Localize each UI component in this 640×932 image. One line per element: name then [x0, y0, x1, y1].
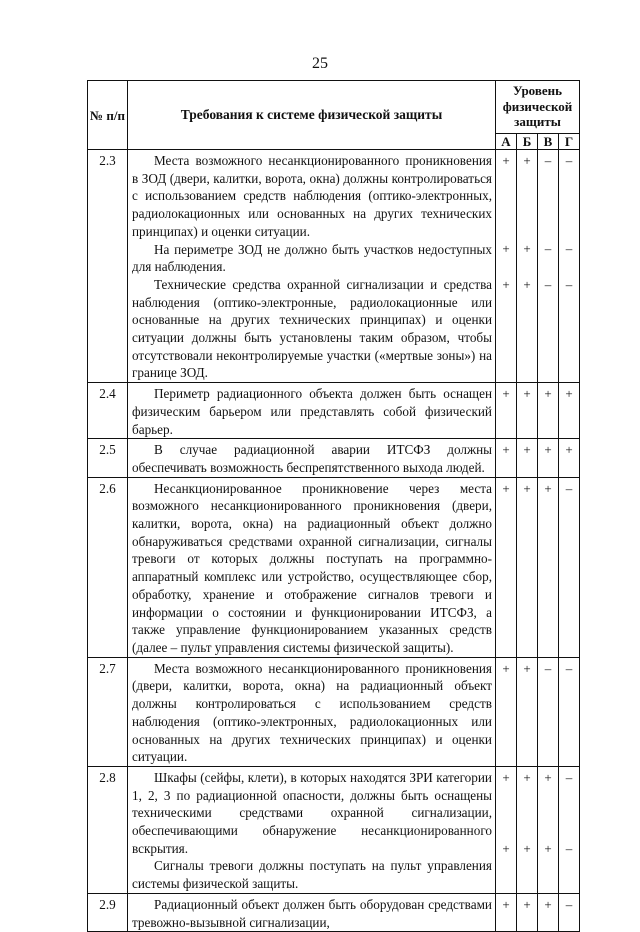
level-mark-g: –	[559, 477, 580, 657]
row-number: 2.4	[88, 383, 128, 439]
table-row	[88, 477, 580, 657]
row-number: 2.9	[88, 893, 128, 931]
requirement-text	[128, 477, 496, 657]
table-row	[88, 766, 580, 893]
header-level-v: В	[538, 134, 559, 150]
row-number: 2.6	[88, 477, 128, 657]
page-number: 25	[312, 55, 328, 72]
requirement-text	[128, 657, 496, 766]
requirement-text	[128, 383, 496, 439]
level-mark-v: – – –	[538, 150, 559, 383]
level-mark-v: +	[538, 477, 559, 657]
requirement-text	[128, 766, 496, 893]
table-row	[88, 150, 580, 383]
row-number: 2.8	[88, 766, 128, 893]
level-mark-v: –	[538, 657, 559, 766]
requirement-text	[128, 893, 496, 931]
row-number: 2.5	[88, 439, 128, 477]
requirements-table	[87, 80, 580, 932]
header-num: № п/п	[88, 81, 128, 150]
table-row	[88, 893, 580, 931]
header-level-title: Уровень физической защиты	[496, 81, 580, 134]
requirement-paragraph: Места возможного несанкционированного проникновения (двери, калитки, ворота, окна) на радиационный объект должны контролироваться с использованием средств наблюдения (оптико-электронных, радиолокационных или основанных на других технических принципах) и оценки ситуации.	[132, 660, 492, 765]
level-mark-g: +	[559, 439, 580, 477]
level-mark-a: +	[496, 439, 517, 477]
table-row	[88, 657, 580, 766]
level-mark-b: +	[517, 439, 538, 477]
level-mark-g: –	[559, 657, 580, 766]
level-mark-b: +	[517, 893, 538, 931]
level-mark-b: +	[517, 383, 538, 439]
level-mark-v: + +	[538, 766, 559, 893]
header-level-a: А	[496, 134, 517, 150]
table-row	[88, 439, 580, 477]
requirement-paragraph: Сигналы тревоги должны поступать на пульт управления системы физической защиты.	[132, 858, 492, 892]
level-mark-g: – –	[559, 766, 580, 893]
row-number: 2.7	[88, 657, 128, 766]
level-mark-b: +	[517, 657, 538, 766]
requirement-paragraph: На периметре ЗОД не должно быть участков недоступных для наблюдения.	[132, 241, 492, 275]
level-mark-b: + +	[517, 766, 538, 893]
level-mark-a: +	[496, 657, 517, 766]
requirement-paragraph: Периметр радиационного объекта должен быть оснащен физическим барьером или представлять собой физический барьер.	[132, 386, 492, 437]
requirement-paragraph: Места возможного несанкционированного проникновения в ЗОД (двери, калитки, ворота, окна) должны контролироваться с использованием средств наблюдения (оптико-электронных, радиолокационных или основанных на других технических принципах) и оценки ситуации.	[132, 153, 492, 239]
level-mark-g: –	[559, 893, 580, 931]
requirement-paragraph: Шкафы (сейфы, клети), в которых находятся ЗРИ категории 1, 2, 3 по радиационной опасности, должны быть оснащены техническими средствами охранной сигнализации, обеспечивающими обнаружение несанкционированного вскрытия.	[132, 769, 492, 856]
level-mark-a: +	[496, 383, 517, 439]
level-mark-v: +	[538, 893, 559, 931]
header-title: Требования к системе физической защиты	[128, 81, 496, 150]
level-mark-a: +	[496, 477, 517, 657]
requirement-paragraph: Технические средства охранной сигнализации и средства наблюдения (оптико-электронные, радиолокационные или основанные на других технических принципах) и оценки ситуации должны быть установлены таким образом, чтобы отсутствовали неконтролируемые участки («мертвые зоны») на границе ЗОД.	[132, 276, 492, 381]
header-level-b: Б	[517, 134, 538, 150]
level-mark-a: + + +	[496, 150, 517, 383]
requirement-paragraph: Радиационный объект должен быть оборудован средствами тревожно-вызывной сигнализации,	[132, 896, 492, 930]
level-mark-g: +	[559, 383, 580, 439]
level-mark-b: +	[517, 477, 538, 657]
table-row	[88, 383, 580, 439]
requirement-text	[128, 439, 496, 477]
level-mark-v: +	[538, 439, 559, 477]
level-mark-g: – – –	[559, 150, 580, 383]
requirement-paragraph: Несанкционированное проникновение через места возможного несанкционированного проникновения (двери, калитки, ворота, окна) на радиационный объект должно обнаруживаться средствами охранной сигнализации, сигналы тревоги от которых должны поступать на программно-аппаратный комплекс или устройство, осуществляющее сбор, обработку, хранение и отображение сигналов тревоги и информации о состоянии и функционировании ИТСФЗ, а также управление функционированием указанных средств (далее – пульт управления системы физической защиты).	[132, 480, 492, 655]
level-mark-v: +	[538, 383, 559, 439]
requirement-text	[128, 150, 496, 383]
row-number: 2.3	[88, 150, 128, 383]
level-mark-b: + + +	[517, 150, 538, 383]
level-mark-a: + +	[496, 766, 517, 893]
level-mark-a: +	[496, 893, 517, 931]
header-level-g: Г	[559, 134, 580, 150]
requirement-paragraph: В случае радиационной аварии ИТСФЗ должны обеспечивать возможность беспрепятственного выхода людей.	[132, 442, 492, 475]
